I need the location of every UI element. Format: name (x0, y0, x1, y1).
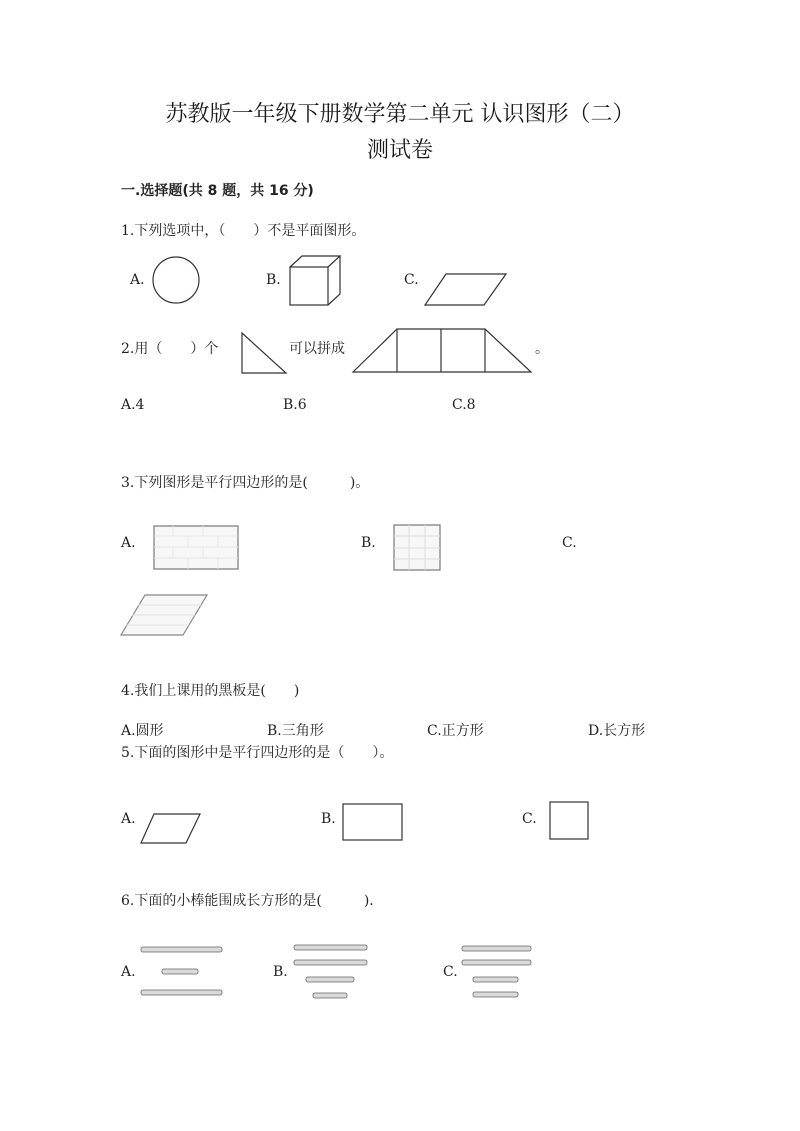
q6-option-a[interactable]: A. (121, 964, 136, 980)
question-6-text: 6.下面的小棒能围成长方形的是( ). (121, 893, 374, 909)
q1-option-a[interactable]: A. (130, 272, 145, 288)
page-subtitle: 测试卷 (366, 138, 433, 163)
q5-option-a[interactable]: A. (121, 811, 136, 827)
q4-option-b[interactable]: B.三角形 (267, 723, 324, 739)
q4-option-c[interactable]: C.正方形 (427, 723, 484, 739)
brick-square-icon (393, 524, 442, 572)
circle-icon (152, 256, 202, 306)
q3-option-a[interactable]: A. (121, 535, 136, 551)
q3-option-b[interactable]: B. (361, 535, 376, 551)
question-2-text-b: 可以拼成 (289, 341, 345, 357)
q1-option-b[interactable]: B. (266, 272, 281, 288)
brick-rectangle-icon (153, 525, 239, 571)
rectangle-icon (342, 803, 404, 842)
question-3-text: 3.下列图形是平行四边形的是( )。 (121, 475, 370, 491)
triangle-icon (240, 332, 290, 376)
question-4-text: 4.我们上课用的黑板是( ) (121, 683, 300, 699)
q4-option-a[interactable]: A.圆形 (121, 723, 164, 739)
parallelogram-icon (424, 272, 509, 308)
parallelogram-icon (140, 812, 202, 846)
q5-option-b[interactable]: B. (321, 811, 336, 827)
cube-icon (288, 254, 343, 308)
q1-option-c[interactable]: C. (404, 272, 419, 288)
sticks-set-a-icon (140, 946, 224, 998)
q3-option-c[interactable]: C. (562, 535, 577, 551)
page-title: 苏教版一年级下册数学第二单元 认识图形（二） (165, 102, 635, 127)
trapezoid-figure-icon (351, 327, 535, 375)
q2-option-c[interactable]: C.8 (452, 397, 476, 413)
q5-option-c[interactable]: C. (522, 811, 537, 827)
q6-option-c[interactable]: C. (443, 964, 458, 980)
sticks-set-b-icon (293, 944, 369, 1002)
question-5-text: 5.下面的图形中是平行四边形的是（ ）。 (121, 745, 394, 761)
square-icon (549, 801, 590, 841)
question-2-text-a: 2.用（ ）个 (121, 341, 219, 357)
q4-option-d[interactable]: D.长方形 (588, 723, 646, 739)
question-2-text-end: 。 (535, 341, 549, 357)
sticks-set-c-icon (461, 945, 533, 1001)
q2-option-b[interactable]: B.6 (283, 397, 307, 413)
section-heading: 一.选择题(共 8 题，共 16 分) (121, 183, 314, 199)
question-1-text: 1.下列选项中，（ ）不是平面图形。 (121, 223, 366, 239)
q6-option-b[interactable]: B. (273, 964, 288, 980)
q2-option-a[interactable]: A.4 (121, 397, 145, 413)
brick-parallelogram-icon (119, 593, 211, 638)
